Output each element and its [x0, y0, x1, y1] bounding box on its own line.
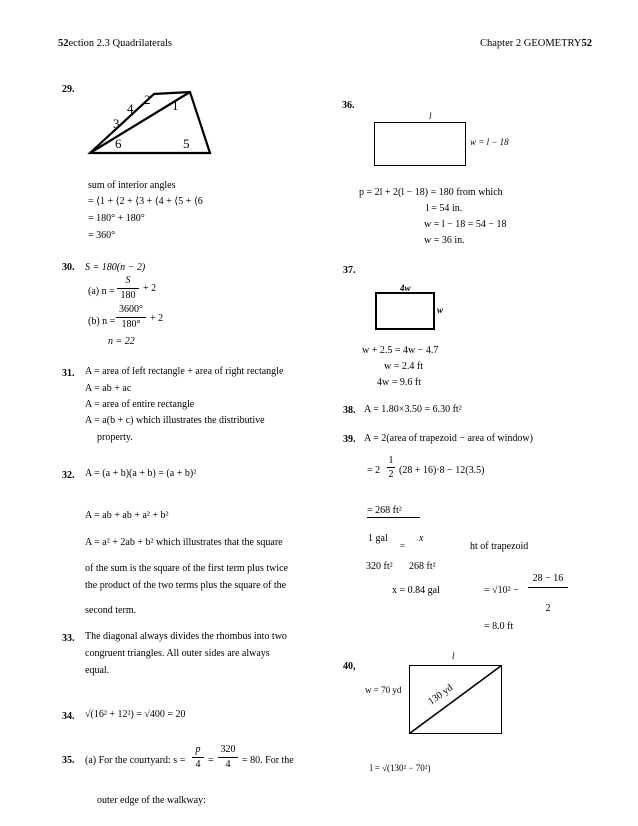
p39-half-denominator: 2 [388, 469, 394, 480]
section-title: ection 2.3 Quadrilaterals [68, 38, 173, 49]
p40-formula: l = √(130² − 70²) [370, 763, 431, 773]
p39-height-expression: = √10² − [484, 585, 519, 596]
p37-rectangle [375, 292, 435, 330]
p33-line-3: equal. [85, 665, 110, 676]
problem-39-number: 39. [343, 434, 356, 445]
p37-label-side: w [437, 305, 444, 315]
angle-label-3: 2 [144, 92, 151, 107]
p31-line-5: property. [97, 432, 133, 443]
p39-x-result: x = 0.84 gal [392, 585, 440, 596]
angle-label-1: 3 [113, 116, 120, 131]
p32-line-4: of the sum is the square of the first term plus twice [85, 563, 289, 574]
p36-label-w: w = l − 18 [470, 137, 509, 147]
problem-35-number: 35. [62, 755, 75, 766]
p34-expression: √(16² + 12²) = √400 = 20 [85, 709, 186, 720]
p40-label-diagonal: 130 yd [426, 682, 456, 708]
page-number-right: 52 [581, 38, 592, 49]
problem-37-number: 37. [343, 265, 356, 276]
p37-line-1: w + 2.5 = 4w − 4.7 [362, 345, 439, 356]
p40-label-l: l [452, 651, 455, 661]
p35-fraction1-denominator: 4 [195, 759, 201, 770]
p37-line-2: w = 2.4 ft [384, 361, 423, 372]
p32-line-2: A = ab + ab + a² + b² [85, 510, 169, 521]
p30-a-fraction-bar [117, 288, 139, 289]
p35-fraction1-bar [192, 757, 204, 758]
p32-line-1: A = (a + b)(a + b) = (a + b)² [85, 468, 197, 479]
chapter-title: Chapter 2 GEOMETRY [480, 38, 582, 49]
p30-line-1: S = 180(n − 2) [85, 262, 146, 273]
p32-line-6: second term. [85, 605, 137, 616]
p29-line-4: = 360° [88, 230, 116, 241]
p36-line-3: w = l − 18 = 54 − 18 [424, 219, 507, 230]
p39-height-fraction-numerator: 28 − 16 [532, 573, 564, 584]
p39-proportion-right-numerator: x [419, 533, 424, 544]
p31-line-3: A = area of entire rectangle [85, 399, 195, 410]
p35-fraction2-denominator: 4 [225, 759, 231, 770]
p30-b-fraction-bar [116, 317, 146, 318]
angle-label-4: 1 [172, 98, 179, 113]
problem-40-number: 40, [343, 661, 356, 672]
page-header-right [480, 38, 592, 49]
p35-fraction2-bar [218, 757, 238, 758]
p36-line-2: l = 54 in. [426, 203, 463, 214]
p39-line-1: A = 2(area of trapezoid − area of window) [364, 433, 533, 444]
problem-29-number: 29. [62, 84, 75, 95]
problem-32-number: 32. [62, 470, 75, 481]
p31-line-4: A = a(b + c) which illustrates the distributive [85, 415, 265, 426]
p39-proportion-right-denominator: 268 ft² [409, 561, 436, 572]
p39-proportion-left-numerator: 1 gal [368, 533, 388, 544]
p36-line-1: p = 2l + 2(l − 18) = 180 from which [359, 187, 503, 198]
p39-line-2-rest: (28 + 16)·8 − 12(3.5) [399, 465, 485, 476]
p35-suffix: = 80. For the [242, 755, 294, 766]
p30-a-suffix: + 2 [143, 283, 157, 294]
p30-b-denominator: 180° [121, 319, 141, 330]
p30-b-suffix: + 2 [150, 313, 164, 324]
p29-line-3: = 180° + 180° [88, 213, 145, 224]
p31-line-2: A = ab + ac [85, 383, 132, 394]
p33-line-1: The diagonal always divides the rhombus into two [85, 631, 287, 642]
p32-line-5: the product of the two terms plus the square of the [85, 580, 287, 591]
p39-height-fraction-denominator: 2 [545, 603, 551, 614]
problem-30-number: 30. [62, 262, 75, 273]
p40-diagonal [410, 666, 502, 734]
p39-proportion-left-denominator: 320 ft² [366, 561, 393, 572]
p33-line-2: congruent triangles. All outer sides are always [85, 648, 270, 659]
p31-line-1: A = area of left rectangle + area of right rectangle [85, 366, 284, 377]
p39-proportion-equals: = [400, 541, 406, 551]
page-number-left: 52 [58, 38, 69, 49]
problem-36-number: 36. [342, 100, 355, 111]
p39-height-label: ht of trapezoid [470, 541, 529, 552]
p35-fraction1-numerator: p [195, 744, 201, 755]
p30-a-denominator: 180 [120, 290, 136, 301]
angle-label-5: 5 [183, 136, 190, 151]
p39-line-3: = 268 ft² [367, 505, 420, 518]
p38-expression: A = 1.80×3.50 = 6.30 ft² [364, 404, 462, 415]
p35-fraction2-numerator: 320 [220, 744, 236, 755]
p40-rectangle-diagram [409, 665, 503, 735]
p29-line-1: sum of interior angles [88, 180, 176, 191]
problem-31-number: 31. [62, 368, 75, 379]
p32-line-3: A = a² + 2ab + b² which illustrates that the square [85, 537, 283, 548]
p36-label-l: l [429, 111, 432, 121]
p37-label-top: 4w [400, 283, 411, 293]
page-header-left [58, 38, 172, 49]
problem-34-number: 34. [62, 711, 75, 722]
problem-29-quadrilateral [82, 90, 222, 160]
p30-b-numerator: 3600° [119, 304, 143, 315]
problem-38-number: 38. [343, 405, 356, 416]
p30-b-prefix: (b) n = [88, 316, 116, 327]
angle-label-6: 6 [115, 136, 122, 151]
p37-line-3: 4w = 9.6 ft [377, 377, 421, 388]
p30-b-result: n = 22 [108, 336, 135, 347]
p39-half-bar [387, 467, 395, 468]
p30-a-numerator: S [125, 275, 131, 286]
angle-label-2: 4 [127, 101, 134, 116]
p39-height-result: = 8.0 ft [484, 621, 514, 632]
p39-height-fraction-bar [528, 587, 568, 588]
p40-label-w: w = 70 yd [365, 685, 402, 695]
p35-prefix: (a) For the courtyard: s = [85, 755, 186, 766]
p36-rectangle [374, 122, 466, 166]
p29-line-2: = ⟨1 + ⟨2 + ⟨3 + ⟨4 + ⟨5 + ⟨6 [88, 196, 203, 207]
problem-33-number: 33. [62, 633, 75, 644]
p39-line-2-prefix: = 2 [367, 465, 381, 476]
p35-line-2: outer edge of the walkway: [97, 795, 206, 806]
p30-a-prefix: (a) n = [88, 286, 115, 297]
p36-line-4: w = 36 in. [424, 235, 465, 246]
p39-half-numerator: 1 [388, 455, 394, 466]
p35-equals: = [208, 755, 214, 766]
